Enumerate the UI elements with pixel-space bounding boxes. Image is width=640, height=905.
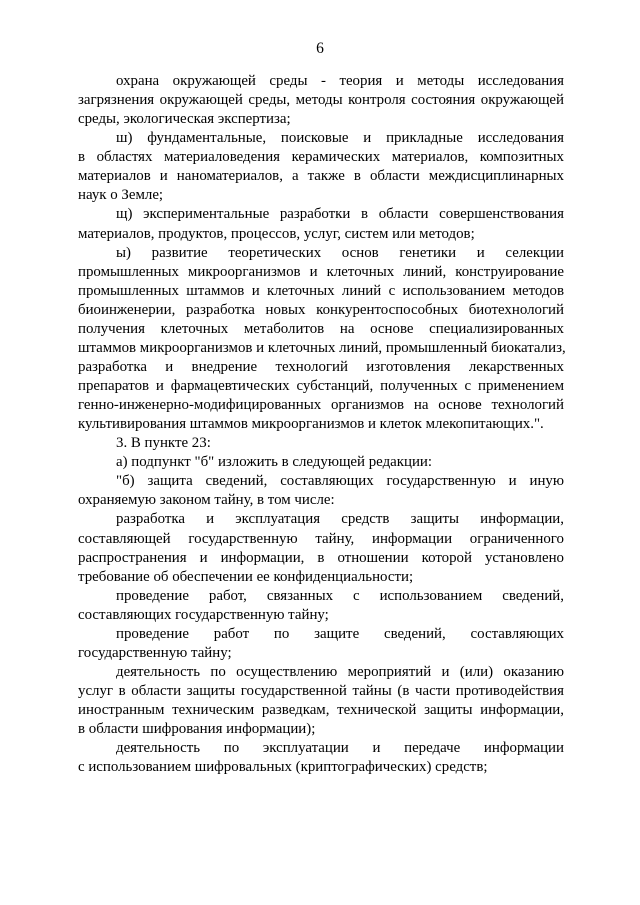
text-line: "б) защита сведений, составляющих государственную и иную <box>116 473 564 490</box>
text-line: государственную тайну; <box>78 644 232 661</box>
text-line: в области шифрования информации); <box>78 721 316 738</box>
text-line: деятельность по осуществлению мероприятий и (или) оказанию <box>116 663 564 680</box>
text-line: промышленных штаммов и клеточных линий с использованием методов <box>78 282 564 299</box>
text-line: в областях материаловедения керамических материалов, композитных <box>78 149 564 166</box>
text-line: препаратов и фармацевтических субстанций, полученных с применением <box>78 378 564 394</box>
text-line: среды, экологическая экспертиза; <box>78 111 291 128</box>
document-body-text <box>78 72 564 777</box>
text-line: биоинженерии, разработка новых конкурентоспособных биотехнологий <box>78 301 564 318</box>
text-line: проведение работ по защите сведений, составляющих <box>116 625 564 642</box>
text-line: требование об обеспечении ее конфиденциальности; <box>78 568 414 585</box>
text-line: разработка и эксплуатация средств защиты информации, <box>116 511 564 528</box>
page-number: 6 <box>316 40 324 57</box>
text-line: охрана окружающей среды - теория и методы исследования <box>116 73 564 89</box>
text-line: культивирования штаммов микроорганизмов и клеток млекопитающих.". <box>78 416 544 433</box>
text-line: проведение работ, связанных с использованием сведений, <box>116 587 564 604</box>
text-line: материалов и наноматериалов, а также в области междисциплинарных <box>78 168 564 185</box>
text-line: деятельность по эксплуатации и передаче информации <box>116 740 564 757</box>
text-line: получения клеточных метаболитов на основе специализированных <box>78 320 564 337</box>
text-line: наук о Земле; <box>78 187 164 204</box>
text-line: ш) фундаментальные, поисковые и прикладные исследования <box>116 130 564 147</box>
text-line: услуг в области защиты государственной тайны (в части противодействия <box>78 683 564 699</box>
text-line: разработка и внедрение технологий изготовления лекарственных <box>78 358 564 375</box>
text-line: составляющих государственную тайну; <box>78 606 329 623</box>
text-line: промышленных микроорганизмов и клеточных линий, конструирование <box>78 263 564 280</box>
text-line: распространения и информации, в отношении которой установлено <box>78 549 564 566</box>
text-line: материалов, продуктов, процессов, услуг, систем или методов; <box>78 225 475 242</box>
text-line: загрязнения окружающей среды, методы контроля состояния окружающей <box>78 92 564 109</box>
text-line: охраняемую законом тайну, в том числе: <box>78 492 335 509</box>
text-line: 3. В пункте 23: <box>116 435 211 452</box>
text-line: а) подпункт "б" изложить в следующей редакции: <box>116 454 433 471</box>
text-line: иностранным техническим разведкам, технической защиты информации, <box>78 702 564 719</box>
text-line: генно-инженерно-модифицированных организмов на основе технологий <box>78 397 564 414</box>
text-line: щ) экспериментальные разработки в области совершенствования <box>116 206 564 223</box>
text-line: ы) развитие теоретических основ генетики и селекции <box>116 244 564 261</box>
text-line: штаммов микроорганизмов и клеточных линий, промышленный биокатализ, <box>78 339 566 356</box>
text-line: с использованием шифровальных (криптографических) средств; <box>78 759 488 776</box>
text-line: составляющей государственную тайну, информации ограниченного <box>78 530 564 547</box>
